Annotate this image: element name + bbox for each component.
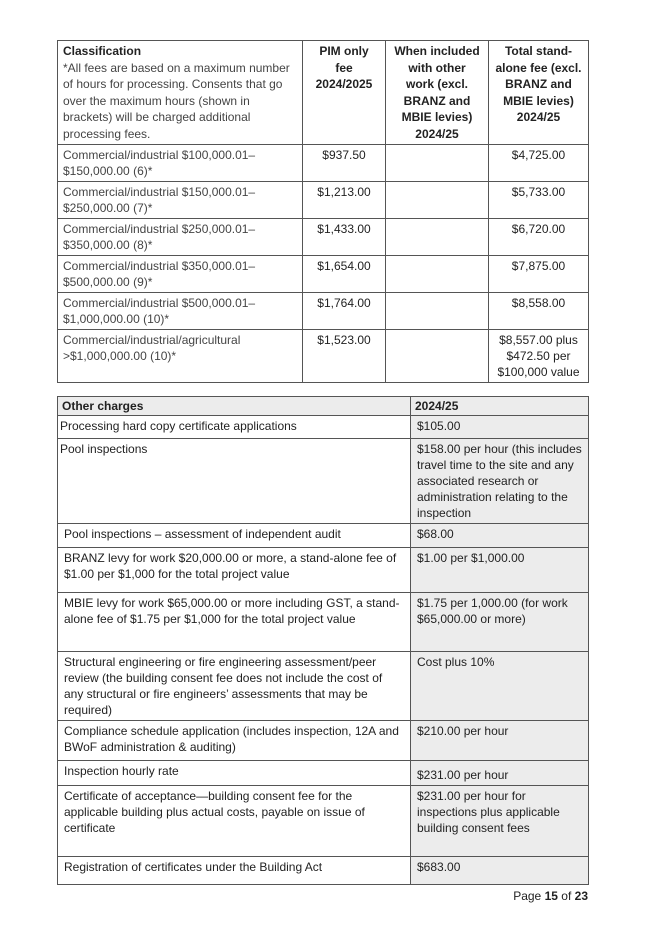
classification-cell: Commercial/industrial/agricultural >$1,000,000.00 (10)* bbox=[58, 330, 303, 383]
charge-cell: Structural engineering or fire engineering assessment/peer review (the building consent fee does not include the cost of any structural or fire engineers’ assessments that may be required) bbox=[58, 652, 411, 721]
pim-fee-cell: $1,213.00 bbox=[303, 182, 386, 219]
with-other-work-cell bbox=[386, 145, 489, 182]
other-charges-header: Other charges bbox=[58, 397, 411, 416]
with-other-work-cell bbox=[386, 256, 489, 293]
fee-row bbox=[58, 330, 589, 383]
charge-row bbox=[58, 548, 589, 593]
classification-cell: Commercial/industrial $350,000.01–$500,000.00 (9)* bbox=[58, 256, 303, 293]
charge-cell: Compliance schedule application (includes inspection, 12A and BWoF administration & auditing) bbox=[58, 721, 411, 761]
charge-row bbox=[58, 786, 589, 857]
with-other-work-header: When included with other work (excl. BRANZ and MBIE levies) 2024/25 bbox=[386, 41, 489, 145]
other-charges-table bbox=[57, 396, 589, 885]
charge-cell: Pool inspections – assessment of independent audit bbox=[58, 524, 411, 548]
fees-table bbox=[57, 40, 589, 383]
fee-row bbox=[58, 219, 589, 256]
charge-row bbox=[58, 524, 589, 548]
fee-cell: $683.00 bbox=[411, 857, 589, 885]
pim-fee-header: PIM only fee 2024/2025 bbox=[303, 41, 386, 145]
with-other-work-cell bbox=[386, 293, 489, 330]
charge-cell: Processing hard copy certificate applications bbox=[58, 416, 411, 439]
fee-cell: $68.00 bbox=[411, 524, 589, 548]
fees-header-row bbox=[58, 41, 589, 145]
total-pages: 23 bbox=[574, 889, 588, 903]
with-other-work-cell bbox=[386, 182, 489, 219]
pim-fee-cell: $1,654.00 bbox=[303, 256, 386, 293]
pim-fee-cell: $1,523.00 bbox=[303, 330, 386, 383]
charge-row bbox=[58, 721, 589, 761]
fee-cell: $210.00 per hour bbox=[411, 721, 589, 761]
standalone-fee-cell: $8,558.00 bbox=[489, 293, 589, 330]
fee-cell: $158.00 per hour (this includes travel time to the site and any associated research or administration relating to the inspection bbox=[411, 439, 589, 524]
fee-cell: $231.00 per hour bbox=[411, 761, 589, 786]
pim-fee-cell: $937.50 bbox=[303, 145, 386, 182]
charge-row bbox=[58, 652, 589, 721]
fee-cell: $1.75 per 1,000.00 (for work $65,000.00 or more) bbox=[411, 593, 589, 652]
charge-row bbox=[58, 439, 589, 524]
with-other-work-cell bbox=[386, 330, 489, 383]
standalone-fee-cell: $7,875.00 bbox=[489, 256, 589, 293]
classification-cell: Commercial/industrial $500,000.01–$1,000,000.00 (10)* bbox=[58, 293, 303, 330]
fee-row bbox=[58, 293, 589, 330]
charge-cell: Registration of certificates under the Building Act bbox=[58, 857, 411, 885]
fee-row bbox=[58, 182, 589, 219]
classification-header bbox=[58, 41, 303, 145]
of-label: of bbox=[561, 889, 572, 903]
charge-row bbox=[58, 593, 589, 652]
fee-cell: $105.00 bbox=[411, 416, 589, 439]
processing-hours-note: *All fees are based on a maximum number of hours for processing. Consents that go over the maximum hours (shown in brackets) will be charged additional processing fees. bbox=[63, 60, 290, 141]
fee-row bbox=[58, 256, 589, 293]
fee-cell: $1.00 per $1,000.00 bbox=[411, 548, 589, 593]
charge-row bbox=[58, 761, 589, 786]
standalone-fee-cell: $5,733.00 bbox=[489, 182, 589, 219]
classification-cell: Commercial/industrial $150,000.01–$250,000.00 (7)* bbox=[58, 182, 303, 219]
page-number bbox=[513, 889, 588, 903]
charge-row bbox=[58, 857, 589, 885]
charge-cell: Inspection hourly rate bbox=[58, 761, 411, 786]
classification-cell: Commercial/industrial $250,000.01–$350,000.00 (8)* bbox=[58, 219, 303, 256]
standalone-fee-cell: $8,557.00 plus $472.50 per $100,000 value bbox=[489, 330, 589, 383]
pim-fee-cell: $1,433.00 bbox=[303, 219, 386, 256]
fee-cell: $231.00 per hour for inspections plus applicable building consent fees bbox=[411, 786, 589, 857]
fee-row bbox=[58, 145, 589, 182]
charge-cell: MBIE levy for work $65,000.00 or more including GST, a stand-alone fee of $1.75 per $1,000 for the total project value bbox=[58, 593, 411, 652]
charge-cell: Certificate of acceptance—building consent fee for the applicable building plus actual costs, payable on issue of certificate bbox=[58, 786, 411, 857]
current-page: 15 bbox=[544, 889, 558, 903]
other-charges-header-row bbox=[58, 397, 589, 416]
classification-cell: Commercial/industrial $100,000.01–$150,000.00 (6)* bbox=[58, 145, 303, 182]
standalone-fee-header: Total stand- alone fee (excl. BRANZ and MBIE levies) 2024/25 bbox=[489, 41, 589, 145]
charge-cell: Pool inspections bbox=[58, 439, 411, 524]
year-header: 2024/25 bbox=[411, 397, 589, 416]
page-label: Page bbox=[513, 889, 542, 903]
charge-row bbox=[58, 416, 589, 439]
pim-fee-cell: $1,764.00 bbox=[303, 293, 386, 330]
classification-title: Classification bbox=[63, 44, 142, 58]
fee-cell: Cost plus 10% bbox=[411, 652, 589, 721]
charge-cell: BRANZ levy for work $20,000.00 or more, a stand-alone fee of $1.00 per $1,000 for the total project value bbox=[58, 548, 411, 593]
standalone-fee-cell: $6,720.00 bbox=[489, 219, 589, 256]
standalone-fee-cell: $4,725.00 bbox=[489, 145, 589, 182]
with-other-work-cell bbox=[386, 219, 489, 256]
